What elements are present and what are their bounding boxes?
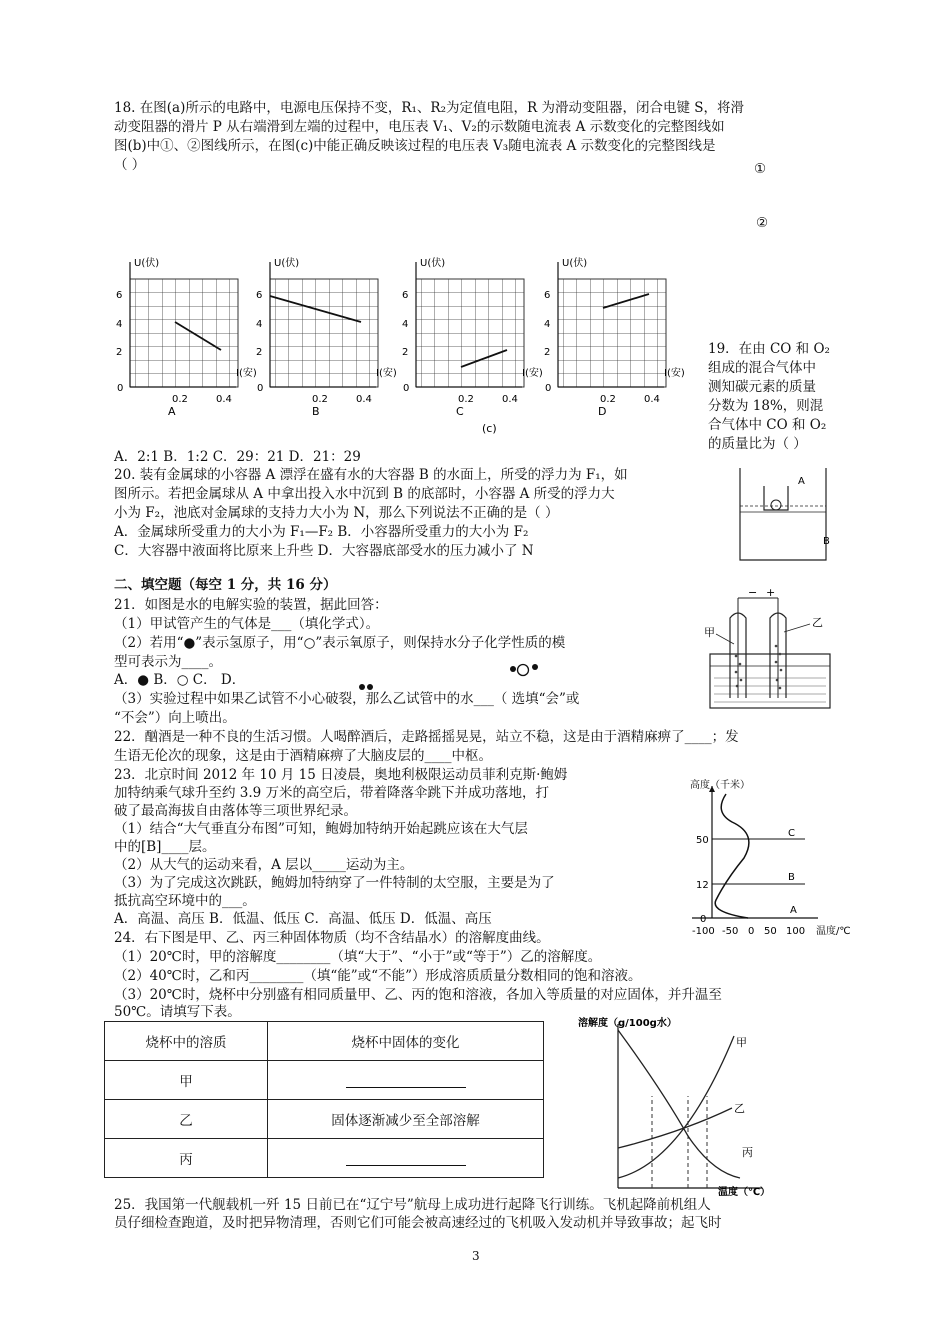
electrolysis-figure [700,586,840,712]
atmosphere-ylabel: 高度（千米） [690,780,750,791]
svg-text:0.2: 0.2 [600,394,616,405]
q20-label-a: A [798,476,805,487]
q24-line-1: 24．右下图是甲、乙、丙三种固体物质（均不含结晶水）的溶解度曲线。 [114,930,550,946]
q23-line-2: 加特纳乘气球升至约 3.9 万米的高空后，带着降落伞跳下并成功落地，打 [114,785,550,801]
table-header-change: 烧杯中固体的变化 [268,1022,544,1061]
graph-d-label: D [598,405,607,418]
q19-line-1: 19．在由 CO 和 O₂ [708,341,830,357]
svg-text:4: 4 [402,319,409,330]
solubility-xlabel: 温度（℃） [718,1187,771,1198]
svg-text:0: 0 [257,383,264,394]
q21-line-4: 型可表示为____。 [114,654,222,670]
svg-text:2: 2 [402,347,409,358]
q23-line-1: 23．北京时间 2012 年 10 月 15 日凌晨，奥地利极限运动员菲利克斯·鲍姆 [114,767,568,783]
layer-b-label: B [788,872,795,883]
atmosphere-ytick-0: 0 [700,914,707,925]
q20-line-2: 图所示。若把金属球从 A 中拿出投入水中沉到 B 的底部时，小容器 A 所受的浮力大 [114,486,615,502]
series-yi-label: 乙 [734,1102,745,1115]
svg-text:6: 6 [116,290,123,301]
q18-line-3: 图(b)中①、②图线所示，在图(c)中能正确反映该过程的电压表 V₃随电流表 A 示数变化的完整图线是 [114,138,716,154]
graph-c [402,256,543,435]
svg-text:I(安): I(安) [664,368,685,379]
q23-line-8: 抵抗高空环境中的___。 [114,893,256,909]
svg-text:0.4: 0.4 [356,394,372,405]
svg-text:0: 0 [748,926,755,937]
atmosphere-ytick-50: 50 [696,835,709,846]
layer-a-label: A [790,905,797,916]
svg-text:I(安): I(安) [376,368,397,379]
svg-text:-50: -50 [722,926,739,937]
q21-line-1: 21．如图是水的电解实验的装置，据此回答： [114,597,388,613]
svg-text:0.4: 0.4 [644,394,660,405]
table-row [105,1139,544,1178]
q20-line-1: 20. 装有金属球的小容器 A 漂浮在盛有水的大容器 B 的水面上，所受的浮力为 F₁，如 [114,467,628,483]
svg-text:-100: -100 [692,926,715,937]
svg-text:4: 4 [544,319,551,330]
q19-line-6: 的质量比为（ ） [708,436,807,452]
atmosphere-chart [670,776,870,938]
svg-text:U(伏): U(伏) [562,258,588,269]
q20-label-b: B [823,536,830,547]
svg-text:0: 0 [403,383,410,394]
svg-text:6: 6 [402,290,409,301]
q18-graphs [108,252,708,437]
answer-blank-bing[interactable] [268,1139,544,1178]
q18-mark-2: ② [756,215,769,231]
table-cell-solute: 甲 [105,1061,268,1100]
svg-text:U(伏): U(伏) [420,258,446,269]
q20-container-figure [736,464,832,564]
svg-text:0.2: 0.2 [312,394,328,405]
solubility-chart [572,1012,802,1198]
q20-line-4: A．金属球所受重力的大小为 F₁—F₂ B．小容器所受重力的大小为 F₂ [114,524,529,540]
q25-line-1: 25．我国第一代舰载机一歼 15 日前已在“辽宁号”航母上成功进行起降飞行训练。飞机起降前机组人 [114,1197,711,1213]
q23-line-6: （2）从大气的运动来看，A 层以_____运动为主。 [114,857,414,873]
graph-b [256,256,397,418]
q19-line-3: 测知碳元素的质量 [708,379,816,395]
section-2-title: 二、填空题（每空 1 分，共 16 分） [114,577,337,593]
q24-line-3: （2）40℃时，乙和丙________（填“能”或“不能”）形成溶质质量分数相同的饱和溶液。 [114,968,642,984]
q23-line-5: 中的[B]____层。 [114,839,216,855]
q20-line-3: 小为 F₂，池底对金属球的支持力大小为 N，那么下列说法不正确的是（ ） [114,505,559,521]
atmosphere-ytick-12: 12 [696,880,709,891]
answer-blank-jia[interactable] [268,1061,544,1100]
q19-line-4: 分数为 18%，则混 [708,398,824,414]
svg-text:0.4: 0.4 [216,394,232,405]
graph-a-ylabel: U(伏) [134,258,160,269]
molecule-model-d [356,680,380,694]
q21-line-2: （1）甲试管产生的气体是___（填化学式）。 [114,616,380,632]
q22-line-2: 生语无伦次的现象，这是由于酒精麻痹了大脑皮层的____中枢。 [114,748,492,764]
electrode-minus: − [748,586,758,599]
svg-text:2: 2 [116,347,123,358]
q19-line-2: 组成的混合气体中 [708,360,816,376]
molecule-model-c [505,658,545,680]
svg-text:0.2: 0.2 [172,394,188,405]
graph-a-xlabel: I(安) [236,368,257,379]
series-bing-label: 丙 [742,1146,753,1159]
q24-table [104,1021,544,1178]
q25-line-2: 员仔细检查跑道，及时把异物清理，否则它们可能会被高速经过的飞机吸入发动机并导致事故；起飞时 [114,1215,722,1231]
series-jia-label: 甲 [736,1036,747,1049]
q22-line-1: 22．酗酒是一种不良的生活习惯。人喝醉酒后，走路摇摇晃晃，站立不稳，这是由于酒精麻痹了____；发 [114,729,739,745]
q21-line-7: “不会”）向上喷出。 [114,710,236,726]
q18-mark-1: ① [754,161,767,177]
svg-text:2: 2 [256,347,263,358]
q23-line-3: 破了最高海拔自由落体等三项世界纪录。 [114,803,357,819]
graph-b-label: B [312,405,320,418]
q24-line-5: 50℃。请填写下表。 [114,1004,241,1020]
electrode-plus: + [766,586,776,599]
table-cell-solute: 乙 [105,1100,268,1139]
q23-line-4: （1）结合“大气垂直分布图”可知，鲍姆加特纳开始起跳应该在大气层 [114,821,528,837]
svg-text:0: 0 [117,383,124,394]
q23-options: A．高温、高压 B．低温、低压 C．高温、低压 D．低温、高压 [114,911,492,927]
solubility-ylabel: 溶解度（g/100g水） [578,1018,677,1029]
table-header-solute: 烧杯中的溶质 [105,1022,268,1061]
svg-text:2: 2 [544,347,551,358]
graph-caption: (c) [482,422,497,435]
svg-text:0.2: 0.2 [458,394,474,405]
svg-text:0.4: 0.4 [502,394,518,405]
layer-c-label: C [788,828,795,839]
table-row [105,1061,544,1100]
q21-line-6: （3）实验过程中如果乙试管不小心破裂，那么乙试管中的水___（ 选填“会”或 [114,691,580,707]
graph-c-label: C [456,405,464,418]
q23-line-7: （3）为了完成这次跳跃，鲍姆加特纳穿了一件特制的太空服，主要是为了 [114,875,555,891]
svg-text:0: 0 [545,383,552,394]
q18-line-2: 动变阻器的滑片 P 从右端滑到左端的过程中，电压表 V₁、V₂的示数随电流表 A 示数变化的完整图线如 [114,119,725,135]
graph-a-label: A [168,405,176,418]
table-header-row [105,1022,544,1061]
q20-line-5: C．大容器中液面将比原来上升些 D．大容器底部受水的压力减小了 N [114,543,534,559]
svg-text:6: 6 [256,290,263,301]
q18-options: A．2:1 B．1:2 C．29：21 D．21：29 [114,449,361,465]
svg-text:I(安): I(安) [522,368,543,379]
q21-options: A．● B．○ C． D． [114,672,246,688]
page-number: 3 [472,1249,480,1263]
svg-text:U(伏): U(伏) [274,258,300,269]
svg-text:100: 100 [786,926,806,937]
atmosphere-xlabel: 温度/℃ [816,926,851,937]
q24-line-4: （3）20℃时，烧杯中分别盛有相同质量甲、乙、丙的饱和溶液，各加入等质量的对应固体，并升温至 [114,987,722,1003]
q21-line-3: （2）若用“●”表示氢原子，用“○”表示氧原子，则保持水分子化学性质的模 [114,635,566,651]
svg-text:4: 4 [256,319,263,330]
tube-jia-label: 甲 [704,626,715,639]
table-cell-solute: 丙 [105,1139,268,1178]
svg-text:6: 6 [544,290,551,301]
graph-a [116,256,257,418]
q18-line-4: （ ） [114,157,146,173]
q24-line-2: （1）20℃时，甲的溶解度________（填“大于”、“小于”或“等于”）乙的溶解度。 [114,949,602,965]
table-cell-change: 固体逐渐减少至全部溶解 [268,1100,544,1139]
svg-text:50: 50 [764,926,777,937]
q18-line-1: 18. 在图(a)所示的电路中，电源电压保持不变，R₁、R₂为定值电阻，R 为滑动变阻器，闭合电键 S，将滑 [114,100,744,116]
graph-d [544,256,685,418]
svg-text:4: 4 [116,319,123,330]
q19-line-5: 合气体中 CO 和 O₂ [708,417,827,433]
tube-yi-label: 乙 [812,616,823,629]
table-row [105,1100,544,1139]
